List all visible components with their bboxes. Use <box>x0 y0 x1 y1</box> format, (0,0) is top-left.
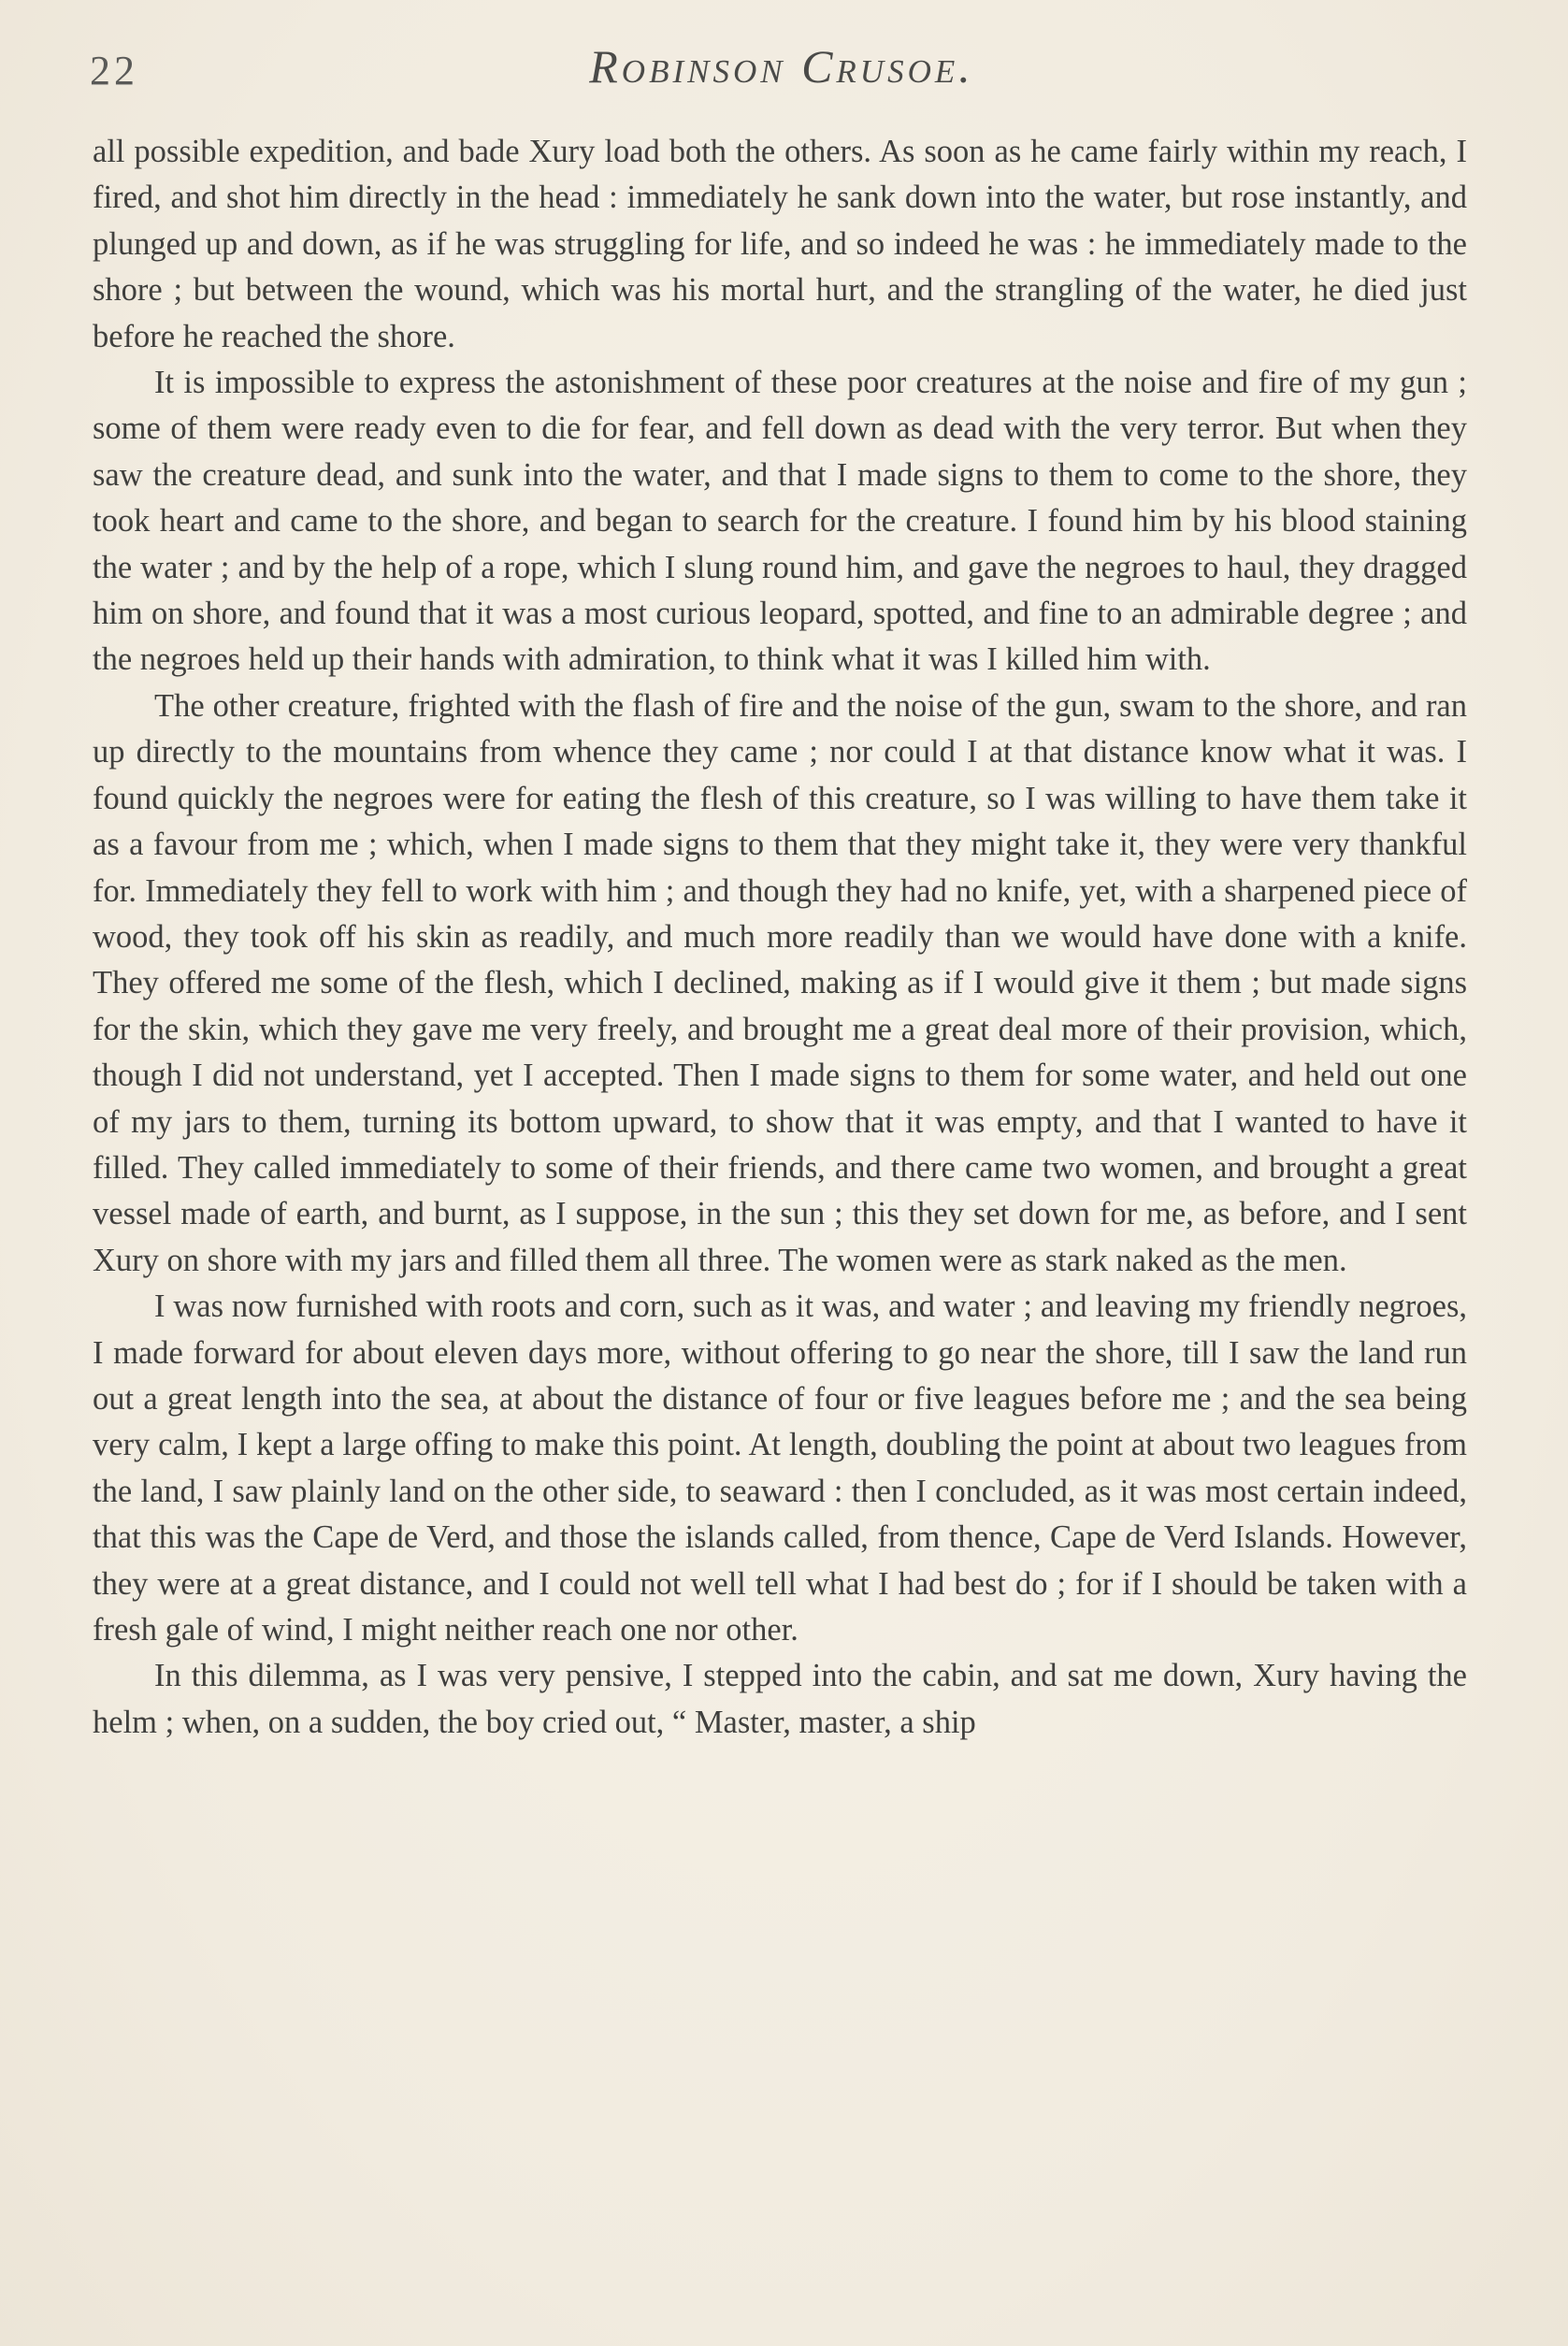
body-text <box>93 129 1467 1746</box>
book-title: Robinson Crusoe. <box>589 40 974 93</box>
paragraph-4: I was now furnished with roots and corn, such as it was, and water ; and leaving my friendly negroes, I made forward for about eleven days more, without offering to go near the shore, till I saw the land run out a great length into the sea, at about the distance of four or five leagues before me ; and the sea being very calm, I kept a large offing to make this point. At length, doubling the point at about two leagues from the land, I saw plainly land on the other side, to seaward : then I concluded, as it was most certain indeed, that this was the Cape de Verd, and those the islands called, from thence, Cape de Verd Islands. However, they were at a great distance, and I could not well tell what I had best do ; for if I should be taken with a fresh gale of wind, I might neither reach one nor other. <box>93 1288 1467 1648</box>
running-head <box>90 39 1474 123</box>
paragraph-5: In this dilemma, as I was very pensive, I stepped into the cabin, and sat me down, Xury having the helm ; when, on a sudden, the boy cried out, “ Master, master, a ship <box>93 1658 1467 1740</box>
paragraph-1: all possible expedition, and bade Xury load both the others. As soon as he came fairly within my reach, I fired, and shot him directly in the head : immediately he sank down into the water, but rose instantly, and plunged up and down, as if he was struggling for life, and so indeed he was : he immediately made to the shore ; but between the wound, which was his mortal hurt, and the strangling of the water, he died just before he reached the shore. <box>93 134 1467 354</box>
page-number: 22 <box>90 48 138 94</box>
paragraph-3: The other creature, frighted with the flash of fire and the noise of the gun, swam to the shore, and ran up directly to the mountains from whence they came ; nor could I at that distance know what it was. I found quickly the negroes were for eating the flesh of this creature, so I was willing to have them take it as a favour from me ; which, when I made signs to them that they might take it, they were very thankful for. Immediately they fell to work with him ; and though they had no knife, yet, with a sharpened piece of wood, they took off his skin as readily, and much more readily than we would have done with a knife. They offered me some of the flesh, which I declined, making as if I would give it them ; but made signs for the skin, which they gave me very freely, and brought me a great deal more of their provision, which, though I did not understand, yet I accepted. Then I made signs to them for some water, and held out one of my jars to them, turning its bottom upward, to show that it was empty, and that I wanted to have it filled. They called immediately to some of their friends, and there came two women, and brought a great vessel made of earth, and burnt, as I suppose, in the sun ; this they set down for me, as before, and I sent Xury on shore with my jars and filled them all three. The women were as stark naked as the men. <box>93 687 1467 1278</box>
paragraph-2: It is impossible to express the astonishment of these poor creatures at the noise and fire of my gun ; some of them were ready even to die for fear, and fell down as dead with the very terror. But when they saw the creature dead, and sunk into the water, and that I made signs to them to come to the shore, they took heart and came to the shore, and began to search for the creature. I found him by his blood staining the water ; and by the help of a rope, which I slung round him, and gave the negroes to haul, they dragged him on shore, and found that it was a most curious leopard, spotted, and fine to an admirable degree ; and the negroes held up their hands with admiration, to think what it was I killed him with. <box>93 365 1467 678</box>
